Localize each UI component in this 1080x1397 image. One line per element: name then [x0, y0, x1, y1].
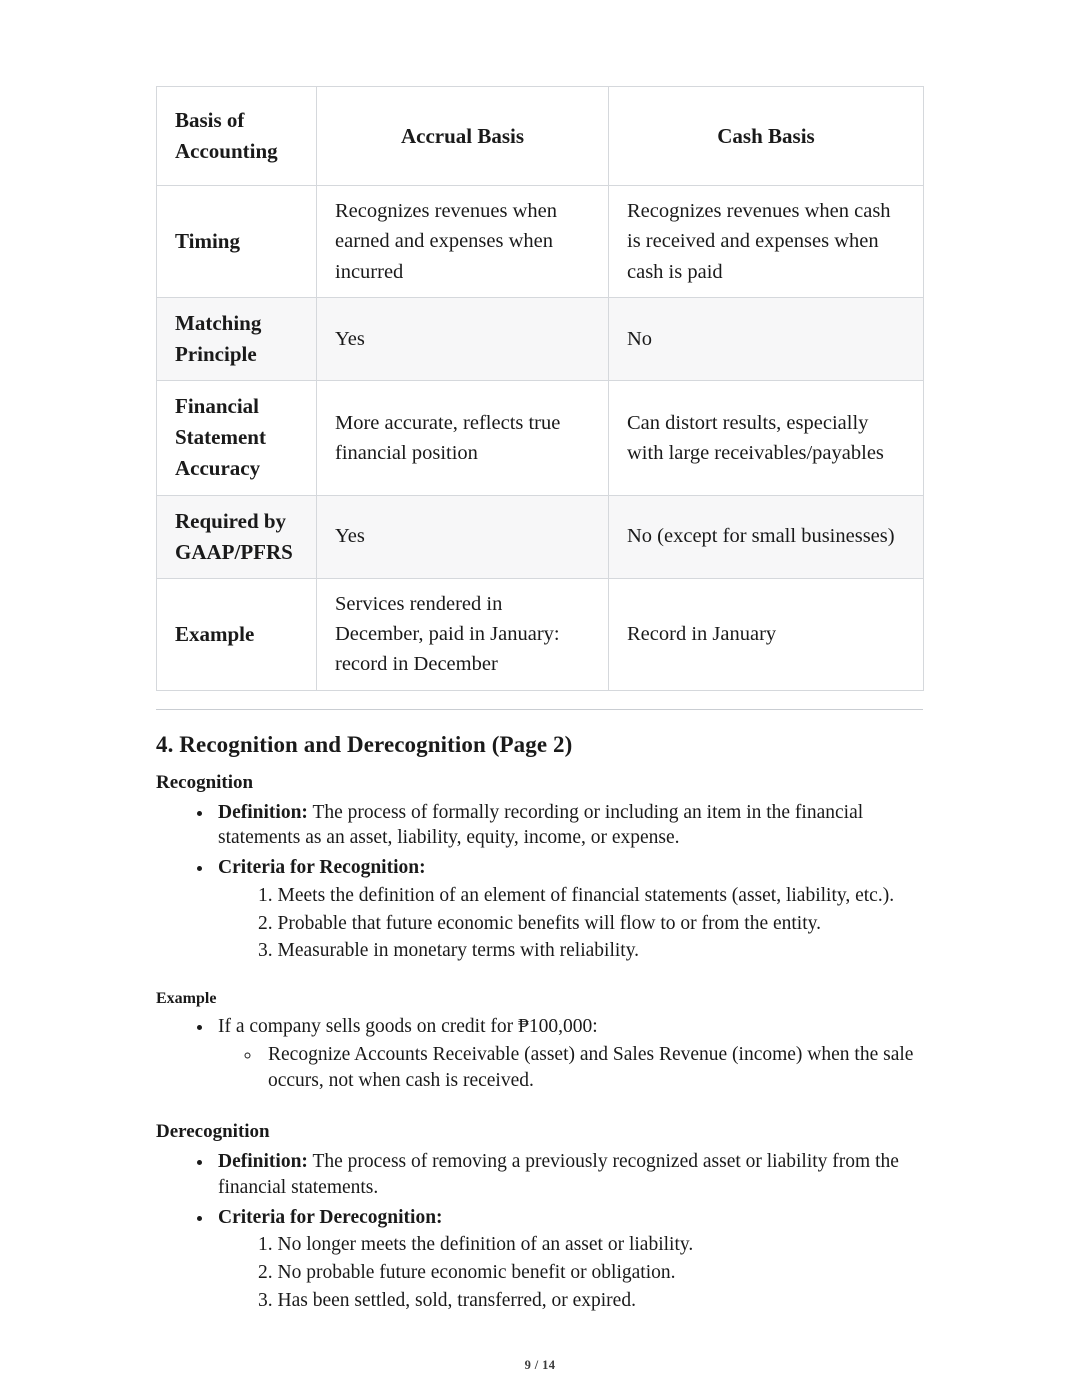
list-item: Measurable in monetary terms with reliability.: [277, 940, 640, 962]
cell-accrual-required-by-gaap-pfrs: Yes: [317, 495, 609, 578]
criteria-label: Criteria for Derecognition:: [218, 1206, 443, 1228]
page-title: 4. Recognition and Derecognition (Page 2): [156, 731, 573, 757]
list-item: No longer meets the definition of an asset or liability.: [277, 1234, 694, 1256]
cell-accrual-matching-principle: Yes: [317, 298, 609, 381]
list-item: No probable future economic benefit or obligation.: [277, 1262, 676, 1284]
table-row: [157, 495, 924, 578]
row-label-example: Example: [157, 578, 317, 690]
cell-cash-timing: Recognizes revenues when cash is received and expenses when cash is paid: [609, 186, 924, 298]
section-divider: [156, 709, 923, 710]
recognition-criteria-list: [218, 883, 924, 964]
list-item: Probable that future economic benefits will flow to or from the entity.: [277, 912, 822, 934]
heading-derecognition: Derecognition: [156, 1121, 270, 1143]
list-item: [214, 1205, 924, 1314]
row-label-matching-principle: Matching Principle: [157, 298, 317, 381]
cell-cash-financial-statement-accuracy: Can distort results, especially with large receivables/payables: [609, 381, 924, 495]
cell-cash-example: Record in January: [609, 578, 924, 690]
cell-cash-matching-principle: No: [609, 298, 924, 381]
criteria-label: Criteria for Recognition:: [218, 857, 426, 879]
row-label-required-by-gaap-pfrs: Required by GAAP/PFRS: [157, 495, 317, 578]
table-row: [157, 578, 924, 690]
definition-label: Definition:: [218, 801, 308, 823]
list-item: Meets the definition of an element of financial statements (asset, liability, etc.).: [277, 884, 895, 906]
accounting-basis-comparison-table: [156, 86, 924, 691]
list-item: [214, 855, 924, 964]
column-header-basis: Basis of Accounting: [157, 87, 317, 186]
row-label-financial-statement-accuracy: Financial Statement Accuracy: [157, 381, 317, 495]
cell-cash-required-by-gaap-pfrs: No (except for small businesses): [609, 495, 924, 578]
table-body: [157, 186, 924, 691]
definition-label: Definition:: [218, 1151, 308, 1173]
derecognition-list: [156, 1149, 924, 1313]
list-item: [214, 1149, 924, 1200]
cell-accrual-example: Services rendered in December, paid in January: record in December: [317, 578, 609, 690]
table-row: [157, 186, 924, 298]
list-item: [214, 800, 924, 851]
definition-text: The process of formally recording or including an item in the financial statements as an asset, liability, equity, income, or expense.: [218, 801, 864, 849]
cell-accrual-timing: Recognizes revenues when earned and expenses when incurred: [317, 186, 609, 298]
table-row: [157, 381, 924, 495]
spacer: [156, 1097, 924, 1121]
column-header-accrual: Accrual Basis: [317, 87, 609, 186]
table-header: [157, 87, 924, 186]
derecognition-criteria-list: [218, 1232, 924, 1313]
page-indicator: 9 / 14: [524, 1358, 556, 1372]
definition-text: The process of removing a previously recognized asset or liability from the financial statements.: [218, 1151, 899, 1199]
example-lead-text: If a company sells goods on credit for ₱100,000:: [218, 1016, 598, 1038]
row-label-timing: Timing: [157, 186, 317, 298]
table-row: [157, 298, 924, 381]
example-list: [156, 1014, 924, 1093]
heading-recognition: Recognition: [156, 771, 254, 793]
table-header-row: [157, 87, 924, 186]
cell-accrual-financial-statement-accuracy: More accurate, reflects true financial position: [317, 381, 609, 495]
list-item: ◦ Recognize Accounts Receivable (asset) and Sales Revenue (income) when the sale occurs, not when cash is received.: [262, 1042, 924, 1093]
heading-example: Example: [156, 990, 217, 1008]
column-header-cash: Cash Basis: [609, 87, 924, 186]
recognition-list: [156, 800, 924, 964]
example-sub-list: [218, 1042, 924, 1093]
list-item: [214, 1014, 924, 1093]
list-item: Has been settled, sold, transferred, or expired.: [277, 1289, 636, 1311]
